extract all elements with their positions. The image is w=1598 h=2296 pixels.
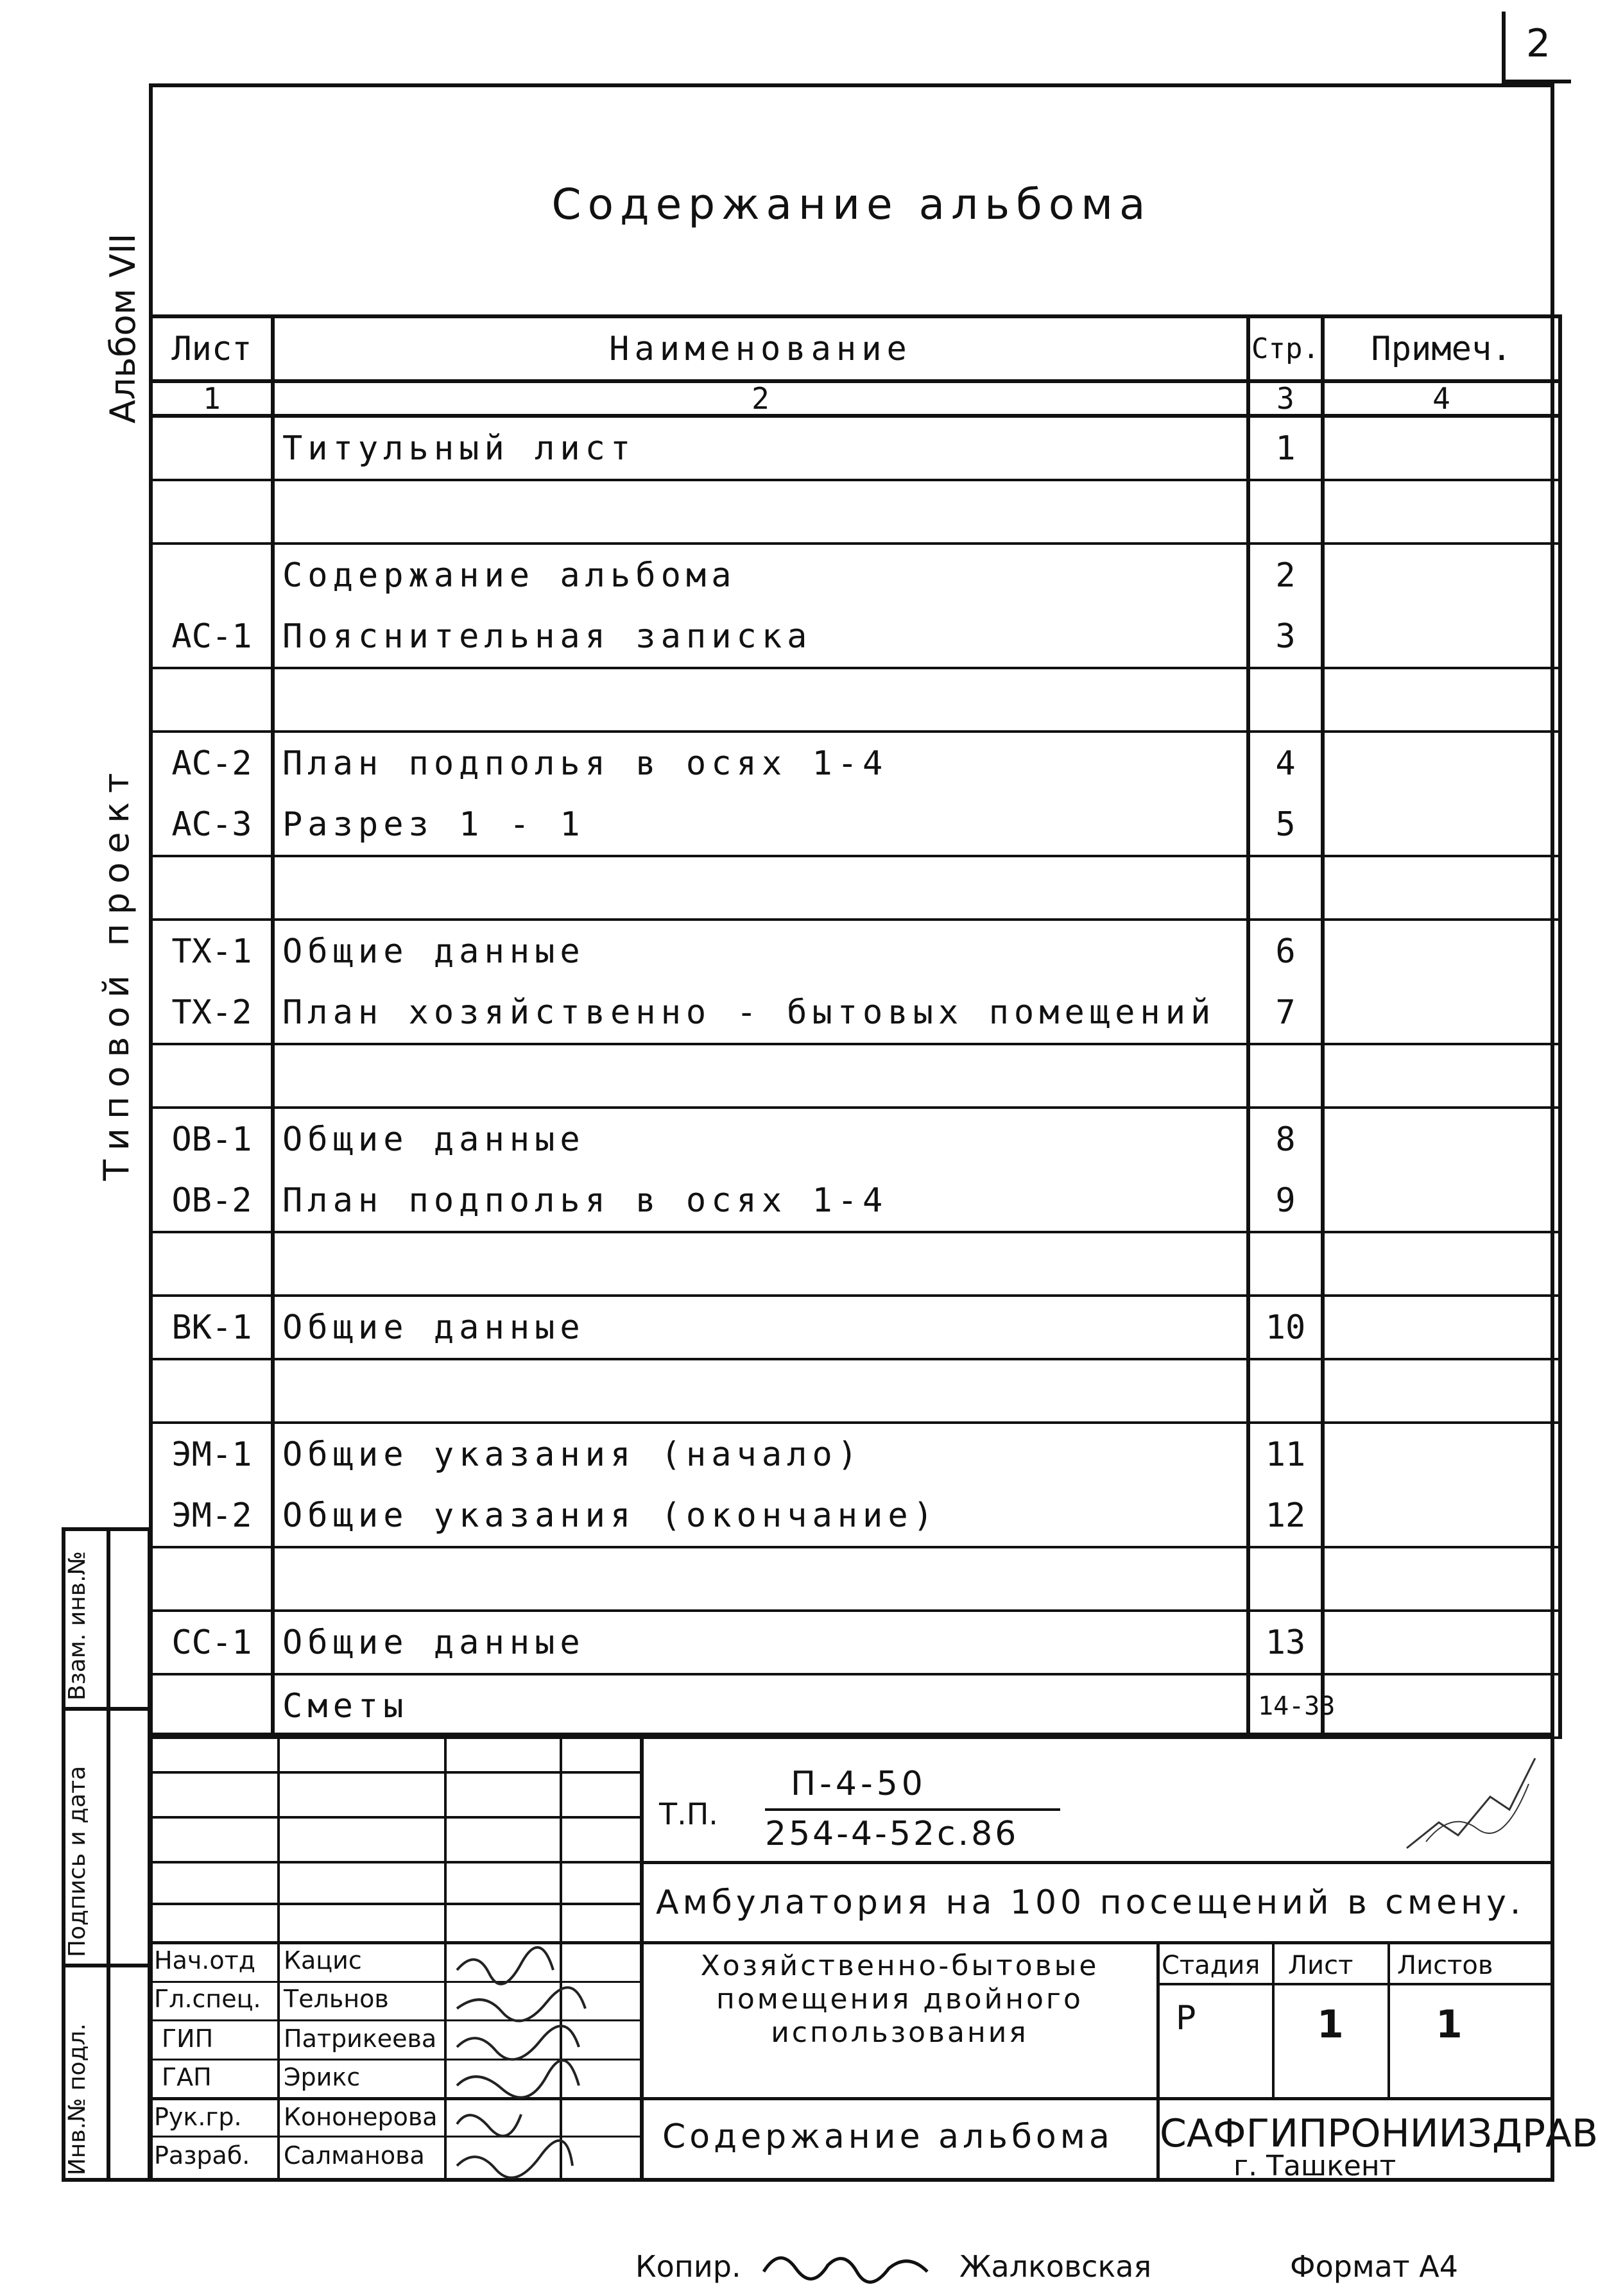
- table-row: [151, 1170, 1560, 1232]
- header-name: Наименование: [273, 316, 1248, 381]
- page-number-cell: [1248, 1547, 1323, 1611]
- note-cell: [1323, 1611, 1560, 1674]
- table-row: [151, 1232, 1560, 1296]
- person-name: Патрикеева: [284, 2025, 437, 2053]
- sheet-code: ЭМ-2: [151, 1485, 273, 1547]
- page-number-cell: [1248, 1232, 1323, 1296]
- page-number-cell: 2: [1248, 544, 1323, 606]
- approval-mark: [1400, 1745, 1542, 1861]
- table-header-row: [151, 316, 1560, 381]
- note-cell: [1323, 1232, 1560, 1296]
- header-page: Стр.: [1248, 316, 1323, 381]
- page-number-cell: 11: [1248, 1423, 1323, 1485]
- sheet-code: [151, 1044, 273, 1108]
- table-row: [151, 606, 1560, 668]
- sheet-name: Разрез 1 - 1: [273, 794, 1248, 856]
- side-stamp-inv-podl: Инв.№ подл.: [64, 2023, 90, 2175]
- person-role: Гл.спец.: [154, 1985, 261, 2013]
- sheet-name: [273, 1044, 1248, 1108]
- person-role: ГАП: [162, 2063, 212, 2091]
- note-cell: [1323, 982, 1560, 1044]
- page-title: Содержание альбома: [551, 180, 1152, 229]
- person-role: Нач.отд: [154, 1946, 256, 1975]
- note-cell: [1323, 480, 1560, 544]
- project-label: Типовой проект: [96, 764, 137, 1181]
- page-number-cell: [1248, 1359, 1323, 1423]
- organization: САФГИПРОНИИЗДРАВ: [1160, 2111, 1598, 2156]
- sheet-name: Содержание альбома: [273, 544, 1248, 606]
- note-cell: [1323, 1674, 1560, 1738]
- sheet-code: ОВ-2: [151, 1170, 273, 1232]
- person-role: ГИП: [162, 2025, 214, 2053]
- table-row: [151, 1296, 1560, 1359]
- contents-table: [149, 314, 1562, 1739]
- sheet-code: ВК-1: [151, 1296, 273, 1359]
- table-row: [151, 1611, 1560, 1674]
- note-cell: [1323, 544, 1560, 606]
- note-cell: [1323, 416, 1560, 480]
- page-number-cell: 13: [1248, 1611, 1323, 1674]
- column-number: 1: [151, 381, 273, 416]
- sheets-header: Листов: [1397, 1951, 1493, 1980]
- sheet-name: План подполья в осях 1-4: [273, 732, 1248, 794]
- page-number-cell: 10: [1248, 1296, 1323, 1359]
- signatures: [451, 1944, 637, 2182]
- page-number: 2: [1502, 12, 1571, 83]
- table-row: [151, 1485, 1560, 1547]
- person-name: Кацис: [284, 1946, 362, 1975]
- sheet-code: ТХ-2: [151, 982, 273, 1044]
- table-row: [151, 1359, 1560, 1423]
- sheet-code: СС-1: [151, 1611, 273, 1674]
- person-name: Салманова: [284, 2141, 425, 2170]
- table-row: [151, 732, 1560, 794]
- sheet-name: Общие данные: [273, 1611, 1248, 1674]
- column-number: 3: [1248, 381, 1323, 416]
- sheet-code: ЭМ-1: [151, 1423, 273, 1485]
- page-number-cell: 7: [1248, 982, 1323, 1044]
- tp-numerator: П-4-50: [791, 1765, 927, 1803]
- footer-copy-label: Копир.: [635, 2249, 741, 2284]
- page-number-cell: 9: [1248, 1170, 1323, 1232]
- page-number-cell: 3: [1248, 606, 1323, 668]
- sheet-code: [151, 544, 273, 606]
- note-cell: [1323, 1108, 1560, 1170]
- page-number-cell: 4: [1248, 732, 1323, 794]
- sheet-name: Общие указания (начало): [273, 1423, 1248, 1485]
- page-number-cell: 1: [1248, 416, 1323, 480]
- table-row: [151, 1547, 1560, 1611]
- sheet-code: ОВ-1: [151, 1108, 273, 1170]
- table-row: [151, 1423, 1560, 1485]
- sheet-name: [273, 480, 1248, 544]
- note-cell: [1323, 668, 1560, 732]
- sheet-name: Общие данные: [273, 1108, 1248, 1170]
- tp-label: Т.П.: [659, 1797, 718, 1831]
- sheet-code: [151, 416, 273, 480]
- sheet-name: Пояснительная записка: [273, 606, 1248, 668]
- table-row: [151, 668, 1560, 732]
- person-role: Рук.гр.: [154, 2103, 242, 2131]
- page-number-cell: [1248, 668, 1323, 732]
- sheet-code: [151, 1674, 273, 1738]
- tp-denominator: 254-4-52с.86: [765, 1815, 1019, 1853]
- sheet-name: Общие данные: [273, 1296, 1248, 1359]
- page-number-cell: [1248, 1044, 1323, 1108]
- table-row: [151, 920, 1560, 982]
- column-number-row: [151, 381, 1560, 416]
- person-name: Эрикс: [284, 2063, 361, 2091]
- sheet-code: [151, 856, 273, 920]
- sheet-name: [273, 1232, 1248, 1296]
- copyist-signature: [760, 2243, 953, 2288]
- sheet-name: Титульный лист: [273, 416, 1248, 480]
- sheet-name: Сметы: [273, 1674, 1248, 1738]
- person-name: Кононерова: [284, 2103, 438, 2131]
- note-cell: [1323, 1423, 1560, 1485]
- table-row: [151, 416, 1560, 480]
- table-row: [151, 1674, 1560, 1738]
- table-row: [151, 480, 1560, 544]
- note-cell: [1323, 1547, 1560, 1611]
- page-number-cell: 8: [1248, 1108, 1323, 1170]
- note-cell: [1323, 1359, 1560, 1423]
- sheet-title: Содержание альбома: [662, 2118, 1113, 2156]
- sheet-name: План хозяйственно - бытовых помещений: [273, 982, 1248, 1044]
- page-number-cell: 12: [1248, 1485, 1323, 1547]
- sheet-code: [151, 1232, 273, 1296]
- note-cell: [1323, 1485, 1560, 1547]
- note-cell: [1323, 1044, 1560, 1108]
- column-number: 2: [273, 381, 1248, 416]
- page-number-cell: [1248, 856, 1323, 920]
- sheet-code: [151, 1359, 273, 1423]
- table-row: [151, 544, 1560, 606]
- table-row: [151, 1044, 1560, 1108]
- note-cell: [1323, 732, 1560, 794]
- sheet-code: АС-1: [151, 606, 273, 668]
- page-number-cell: 6: [1248, 920, 1323, 982]
- sheets-value: 1: [1436, 2002, 1463, 2047]
- table-row: [151, 856, 1560, 920]
- note-cell: [1323, 1296, 1560, 1359]
- side-stamp-podpis-data: Подпись и дата: [64, 1765, 90, 1957]
- page-number-cell: 5: [1248, 794, 1323, 856]
- organization-city: г. Ташкент: [1233, 2150, 1396, 2182]
- footer-copy-name: Жалковская: [959, 2249, 1152, 2284]
- sheet-header: Лист: [1288, 1951, 1353, 1980]
- page-number-cell: 14-33: [1248, 1674, 1323, 1738]
- sheet-name: План подполья в осях 1-4: [273, 1170, 1248, 1232]
- object-title: Амбулатория на 100 посещений в смену.: [656, 1883, 1525, 1922]
- table-row: [151, 1108, 1560, 1170]
- header-sheet: Лист: [151, 316, 273, 381]
- person-role: Разраб.: [154, 2141, 250, 2170]
- sheet-name: Общие данные: [273, 920, 1248, 982]
- sheet-name: [273, 856, 1248, 920]
- note-cell: [1323, 606, 1560, 668]
- sheet-name: Общие указания (окончание): [273, 1485, 1248, 1547]
- table-row: [151, 794, 1560, 856]
- stage-value: Р: [1176, 1999, 1196, 2037]
- sheet-code: ТХ-1: [151, 920, 273, 982]
- note-cell: [1323, 1170, 1560, 1232]
- note-cell: [1323, 856, 1560, 920]
- sheet-code: [151, 1547, 273, 1611]
- sheet-value: 1: [1317, 2002, 1344, 2047]
- sheet-code: [151, 480, 273, 544]
- page-number-cell: [1248, 480, 1323, 544]
- stage-header: Стадия: [1162, 1951, 1260, 1980]
- side-stamp-vzam-inv: Взам. инв.№: [64, 1551, 90, 1701]
- sheet-code: [151, 668, 273, 732]
- note-cell: [1323, 794, 1560, 856]
- person-name: Тельнов: [284, 1985, 389, 2013]
- sheet-code: АС-2: [151, 732, 273, 794]
- sheet-code: АС-3: [151, 794, 273, 856]
- sheet-name: [273, 1547, 1248, 1611]
- footer-format: Формат А4: [1290, 2249, 1458, 2284]
- column-number: 4: [1323, 381, 1560, 416]
- note-cell: [1323, 920, 1560, 982]
- table-row: [151, 982, 1560, 1044]
- header-note: Примеч.: [1323, 316, 1560, 381]
- subject-text: Хозяйственно-бытовые помещения двойного использования: [700, 1949, 1099, 2049]
- sheet-name: [273, 1359, 1248, 1423]
- title-block: [149, 1733, 1598, 2182]
- album-label: Альбом VII: [103, 233, 143, 424]
- sheet-name: [273, 668, 1248, 732]
